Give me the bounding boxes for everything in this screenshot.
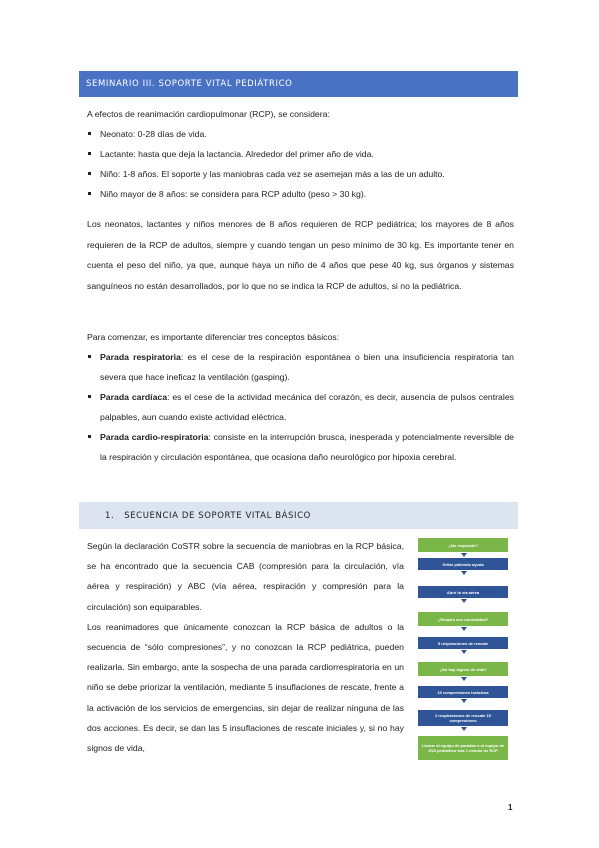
- flowchart-step: Gritar pidiendo ayuda: [418, 558, 508, 570]
- page-number: 1: [508, 803, 513, 812]
- age-bullet-item: Lactante: hasta que deja la lactancia. Alrededor del primer año de vida.: [87, 144, 507, 164]
- flowchart-step: ¿No responde?: [418, 538, 508, 552]
- concepts-intro: Para comenzar, es importante diferenciar tres conceptos básicos:: [87, 332, 340, 342]
- section-heading: 1. SECUENCIA DE SOPORTE VITAL BÁSICO: [105, 511, 311, 521]
- concept-item: [87, 427, 514, 467]
- flowchart-step: Abrir la vía aérea: [418, 586, 508, 598]
- flowchart-step: ¿No hay signos de vida?: [418, 662, 508, 676]
- flowchart-step: 15 compresiones torácicas: [418, 686, 508, 698]
- concept-item: [87, 387, 514, 427]
- section-heading-bar: [79, 502, 518, 529]
- flowchart-arrow: [461, 727, 467, 731]
- flowchart-arrow: [461, 571, 467, 575]
- age-bullet-item: Niño mayor de 8 años: se considera para RCP adulto (peso > 30 kg).: [87, 184, 507, 204]
- flowchart-step: ¿Respira con normalidad?: [418, 612, 508, 626]
- body-text-column: [87, 536, 404, 758]
- flowchart-arrow: [461, 627, 467, 631]
- concept-bullet-list: [87, 347, 514, 467]
- flowchart-arrow: [461, 699, 467, 703]
- body-paragraph: Según la declaración CoSTR sobre la secuencia de maniobras en la RCP básica, se ha encontrado que la secuencia CAB (compresión para la circulación, vía aérea y respiración) y ABC (vía aérea, respiración y compresión para la circulación) son equiparables.: [87, 541, 404, 612]
- flowchart-arrow: [461, 553, 467, 557]
- flowchart-arrow: [461, 677, 467, 681]
- age-bullet-item: Niño: 1-8 años. El soporte y las maniobras cada vez se asemejan más a las de un adulto.: [87, 164, 507, 184]
- body-paragraph: Los neonatos, lactantes y niños menores de 8 años requieren de RCP pediátrica; los mayores de 8 años requieren de la RCP de adultos, siempre y cuando tengan un peso mínimo de 30 kg. Es importante tener en cuenta el peso del niño, ya que, aunque haya un niño de 4 años que pese 40 kg, sus órganos y sistemas sanguíneos no están desarrollados, por lo que no se indica la RCP de adultos, si no la pediátrica.: [87, 219, 514, 291]
- concept-text: : consiste en la interrupción brusca, inesperada y potencialmente reversible de la respiración y circulación espontánea, que ocasiona daño neurológico por hipoxia cerebral.: [100, 432, 514, 462]
- concept-term: Parada cardíaca: [100, 392, 168, 402]
- concept-item: [87, 347, 514, 387]
- seminar-title: SEMINARIO III. SOPORTE VITAL PEDIÁTRICO: [86, 79, 293, 89]
- age-bullet-list: [87, 124, 507, 204]
- concept-term: Parada respiratoria: [100, 352, 181, 362]
- seminar-title-bar: [79, 71, 518, 97]
- age-bullet-item: Neonato: 0-28 días de vida.: [87, 124, 507, 144]
- flowchart-arrow: [461, 650, 467, 654]
- flowchart-step: 2 respiraciones de rescate 15 compresiones: [418, 710, 508, 726]
- body-paragraph: Los reanimadores que únicamente conozcan la RCP básica de adultos o la secuencia de “sólo compresiones”, y no conozcan la RCP pediátrica, pueden realizarla. Sin embargo, ante la sospecha de una parada cardiorrespiratoria en un niño se debe priorizar la ventilación, mediante 5 insuflaciones de rescate, frente a la activación de los servicios de emergencias, sin dejar de realizar ninguna de las dos acciones. Es decir, se dan las 5 insuflaciones de rescate iniciales y, si no hay signos de vida,: [87, 621, 404, 754]
- flowchart-arrow: [461, 599, 467, 603]
- bls-flowchart: [418, 538, 508, 762]
- concept-text: : es el cese de la respiración espontánea o bien una insuficiencia respiratoria tan severa que hace ineficaz la ventilación (gasping).: [100, 352, 514, 382]
- intro-text: A efectos de reanimación cardiopulmonar (RCP), se considera:: [87, 109, 330, 119]
- concept-term: Parada cardio-respiratoria: [100, 432, 209, 442]
- flowchart-step: 5 respiraciones de rescate: [418, 637, 508, 649]
- concept-text: : es el cese de la actividad mecánica del corazón, es decir, ausencia de pulsos centrales palpables, aun cuando existe actividad eléctrica.: [100, 392, 514, 422]
- flowchart-step: Llamar al equipo de paradas o al equipo de SVA pediátrico tras 1 minuto de RCP: [418, 736, 508, 760]
